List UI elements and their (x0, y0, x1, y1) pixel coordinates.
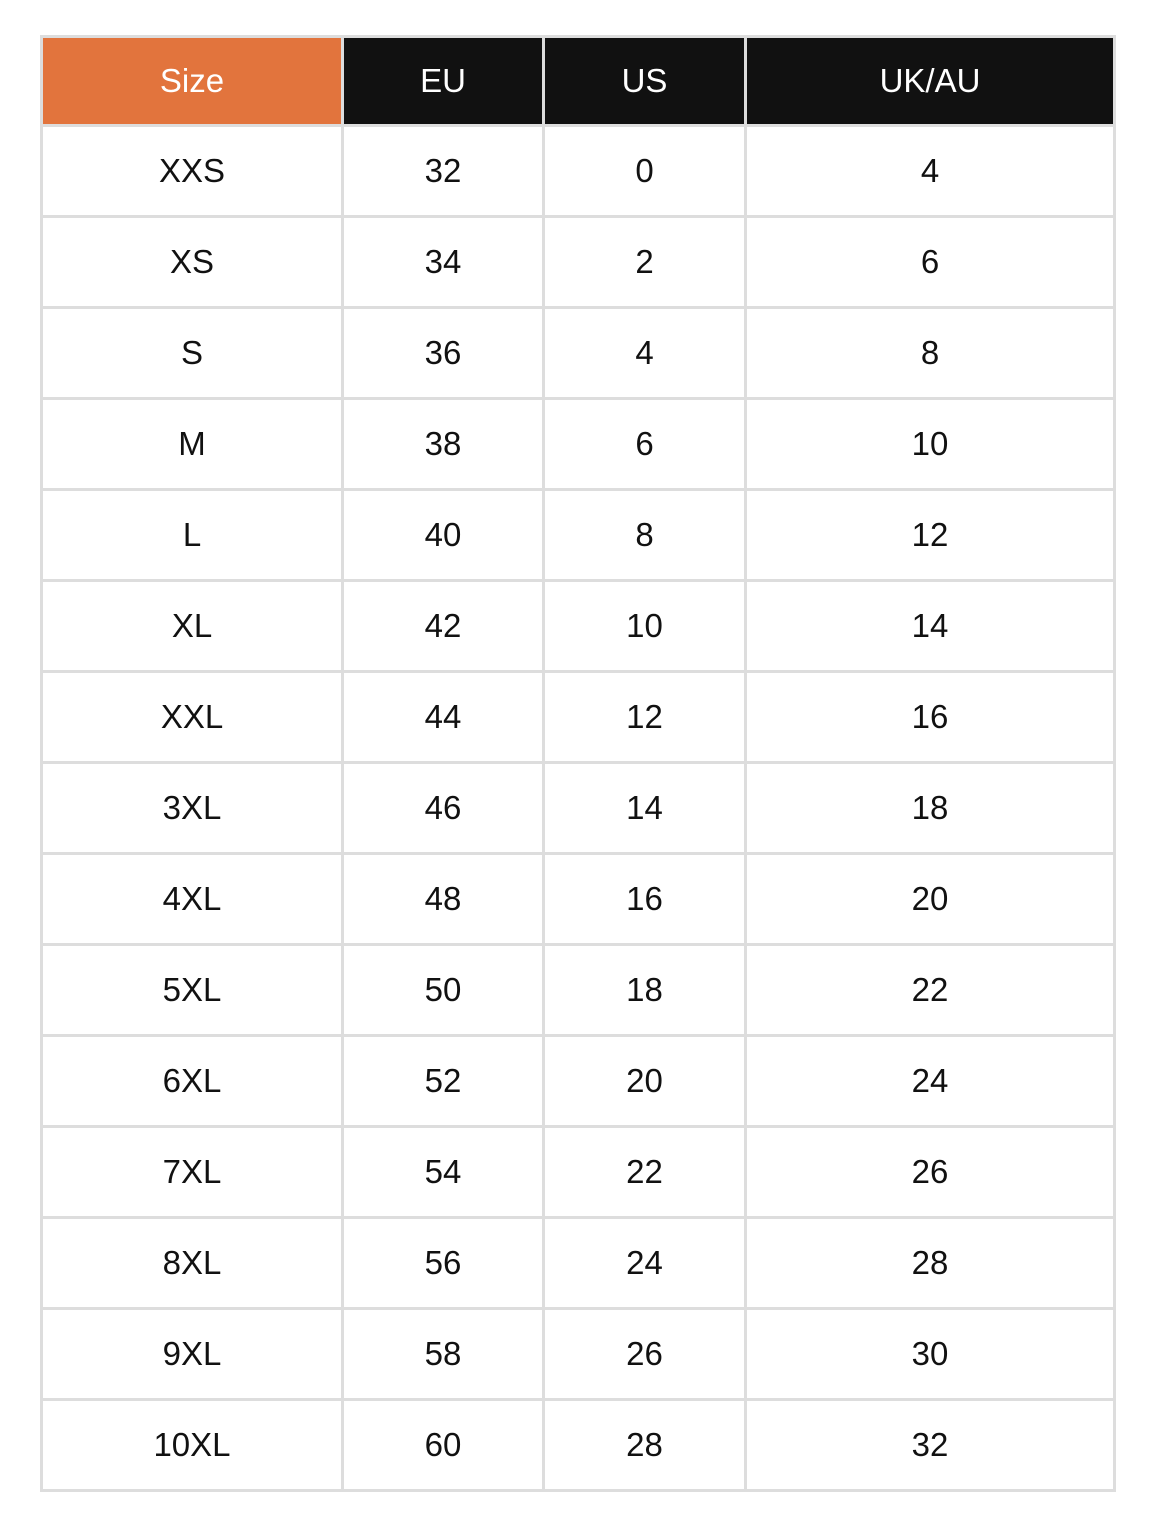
cell-us: 2 (544, 217, 746, 308)
header-uk-au: UK/AU (746, 37, 1115, 126)
cell-eu: 54 (343, 1127, 544, 1218)
cell-size: XXS (42, 126, 343, 217)
cell-size: L (42, 490, 343, 581)
table-row (42, 672, 1115, 763)
cell-size: XXL (42, 672, 343, 763)
cell-size: 10XL (42, 1400, 343, 1491)
cell-eu: 34 (343, 217, 544, 308)
table-row (42, 1400, 1115, 1491)
cell-uk-au: 6 (746, 217, 1115, 308)
table-row (42, 126, 1115, 217)
cell-size: 9XL (42, 1309, 343, 1400)
cell-eu: 60 (343, 1400, 544, 1491)
table-row (42, 763, 1115, 854)
table-row (42, 1309, 1115, 1400)
table-row (42, 581, 1115, 672)
cell-us: 14 (544, 763, 746, 854)
cell-us: 26 (544, 1309, 746, 1400)
cell-uk-au: 8 (746, 308, 1115, 399)
cell-eu: 48 (343, 854, 544, 945)
table-row (42, 1127, 1115, 1218)
header-us: US (544, 37, 746, 126)
cell-size: 7XL (42, 1127, 343, 1218)
table-row (42, 308, 1115, 399)
cell-us: 4 (544, 308, 746, 399)
cell-uk-au: 28 (746, 1218, 1115, 1309)
cell-us: 24 (544, 1218, 746, 1309)
cell-uk-au: 20 (746, 854, 1115, 945)
cell-size: 4XL (42, 854, 343, 945)
size-chart-table (40, 35, 1116, 1492)
cell-us: 6 (544, 399, 746, 490)
cell-size: 5XL (42, 945, 343, 1036)
cell-uk-au: 18 (746, 763, 1115, 854)
table-row (42, 1218, 1115, 1309)
cell-us: 8 (544, 490, 746, 581)
size-chart-body (42, 126, 1115, 1491)
cell-uk-au: 24 (746, 1036, 1115, 1127)
cell-eu: 40 (343, 490, 544, 581)
cell-size: 3XL (42, 763, 343, 854)
table-row (42, 854, 1115, 945)
cell-size: XS (42, 217, 343, 308)
cell-us: 20 (544, 1036, 746, 1127)
cell-us: 0 (544, 126, 746, 217)
cell-uk-au: 10 (746, 399, 1115, 490)
cell-eu: 46 (343, 763, 544, 854)
cell-size: XL (42, 581, 343, 672)
header-eu: EU (343, 37, 544, 126)
table-row (42, 217, 1115, 308)
cell-eu: 52 (343, 1036, 544, 1127)
cell-uk-au: 32 (746, 1400, 1115, 1491)
table-row (42, 490, 1115, 581)
cell-eu: 36 (343, 308, 544, 399)
cell-uk-au: 4 (746, 126, 1115, 217)
header-size: Size (42, 37, 343, 126)
cell-size: 8XL (42, 1218, 343, 1309)
cell-us: 10 (544, 581, 746, 672)
size-chart-header (42, 37, 1115, 126)
cell-uk-au: 26 (746, 1127, 1115, 1218)
cell-size: S (42, 308, 343, 399)
cell-eu: 58 (343, 1309, 544, 1400)
header-row (42, 37, 1115, 126)
cell-eu: 32 (343, 126, 544, 217)
cell-size: 6XL (42, 1036, 343, 1127)
cell-us: 18 (544, 945, 746, 1036)
table-row (42, 399, 1115, 490)
table-row (42, 1036, 1115, 1127)
cell-eu: 44 (343, 672, 544, 763)
cell-uk-au: 12 (746, 490, 1115, 581)
cell-eu: 38 (343, 399, 544, 490)
cell-eu: 50 (343, 945, 544, 1036)
cell-eu: 42 (343, 581, 544, 672)
cell-us: 12 (544, 672, 746, 763)
cell-uk-au: 22 (746, 945, 1115, 1036)
cell-us: 22 (544, 1127, 746, 1218)
cell-uk-au: 14 (746, 581, 1115, 672)
cell-us: 28 (544, 1400, 746, 1491)
cell-eu: 56 (343, 1218, 544, 1309)
cell-uk-au: 16 (746, 672, 1115, 763)
cell-size: M (42, 399, 343, 490)
cell-us: 16 (544, 854, 746, 945)
cell-uk-au: 30 (746, 1309, 1115, 1400)
table-row (42, 945, 1115, 1036)
